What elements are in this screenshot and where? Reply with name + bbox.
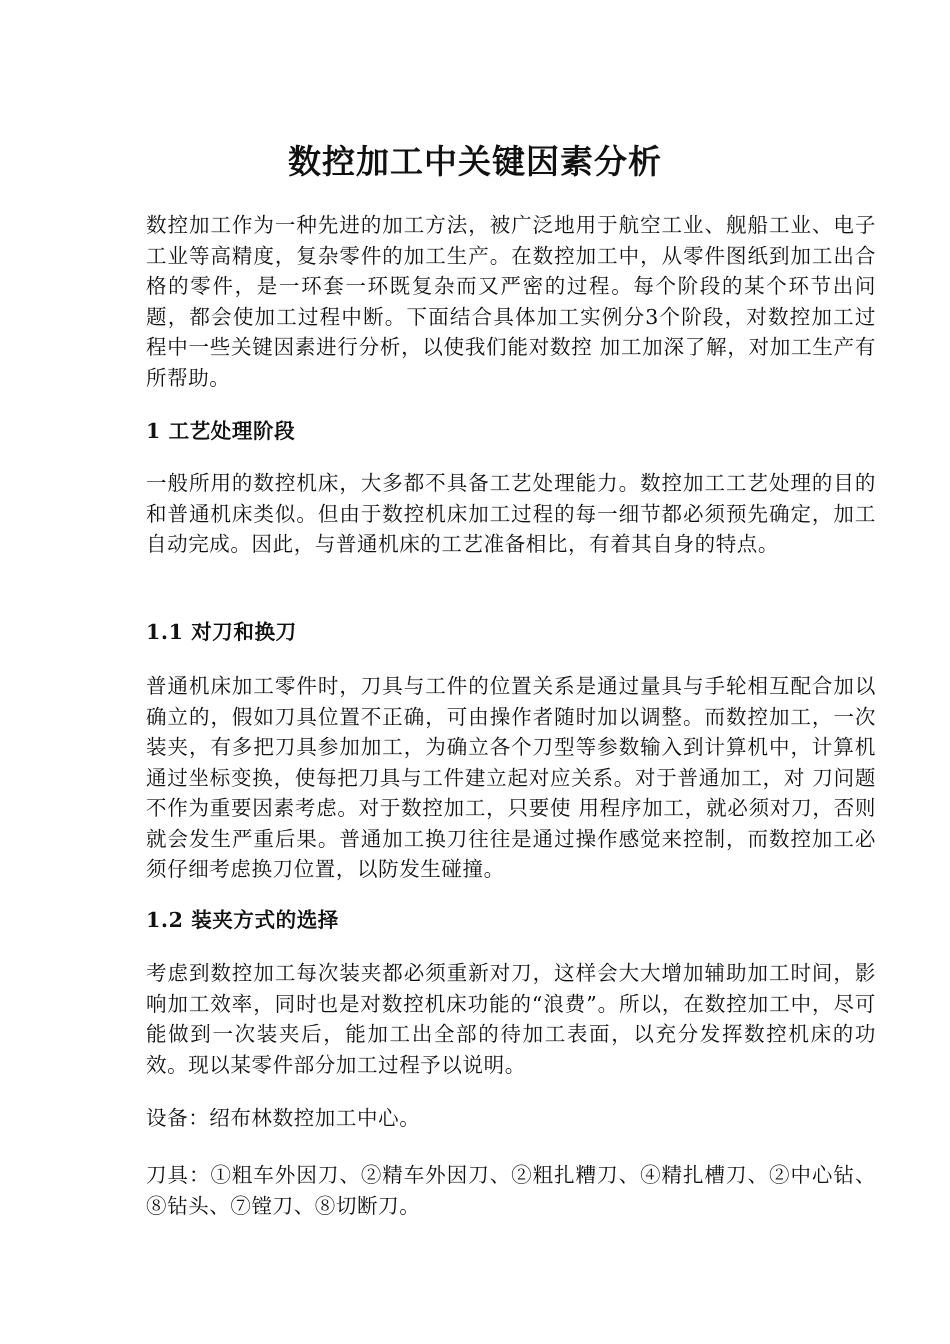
equipment-line: 设备：绍布林数控加工中心。: [146, 1106, 421, 1130]
section-1-1-heading: 1.1 对刀和换刀: [146, 620, 297, 644]
section-1-paragraph: 一般所用的数控机床，大多都不具备工艺处理能力。数控加工工艺处理的目的和普通机床类似。但由于数控机床加工过程的每一细节都必须预先确定，加工自动完成。因此，与普通机床的工艺准备相比，有着其自身的特点。: [146, 471, 876, 556]
section-1-1-paragraph: 普通机床加工零件时，刀具与工件的位置关系是通过量具与手轮相互配合加以确立的，假如刀具位置不正确，可由操作者随时加以调整。而数控加工，一次装夹，有多把刀具参加加工，为确立各个刀型等参数输入到计算机中，计算机通过坐标变换，使每把刀具与工件建立起对应关系。对于普通加工，对 刀问题不作为重要因素考虑。对于数控加工，只要使 用程序加工，就必须对刀，否则就会发生严重后果。普通加工换刀往往是通过操作感觉来控制，而数控加工必须仔细考虑换刀位置，以防发生碰撞。: [146, 674, 876, 881]
document-title: 数控加工中关键因素分析: [288, 142, 662, 181]
section-1-heading: 1 工艺处理阶段: [146, 419, 296, 443]
tools-line: 刀具：①粗车外因刀、②精车外因刀、②粗扎糟刀、④精扎槽刀、②中心钻、⑧钻头、⑦镗刀、⑧切断刀。: [146, 1163, 876, 1218]
section-1-2-heading: 1.2 装夹方式的选择: [146, 908, 339, 932]
intro-paragraph: 数控加工作为一种先进的加工方法，被广泛地用于航空工业、舰船工业、电子工业等高精度，复杂零件的加工生产。在数控加工中，从零件图纸到加工出合格的零件，是一环套一环既复杂而又严密的过程。每个阶段的某个环节出问题，都会使加工过程中断。下面结合具体加工实例分3个阶段，对数控加工过程中一些关键因素进行分析，以使我们能对数控 加工加深了解，对加工生产有所帮助。: [146, 213, 876, 390]
section-1-2-paragraph: 考虑到数控加工每次装夹都必须重新对刀，这样会大大增加辅助加工时间，影响加工效率，同时也是对数控机床功能的“浪费”。所以，在数控加工中，尽可能做到一次装夹后，能加工出全部的待加工表面，以充分发挥数控机床的功效。现以某零件部分加工过程予以说明。: [146, 961, 876, 1077]
